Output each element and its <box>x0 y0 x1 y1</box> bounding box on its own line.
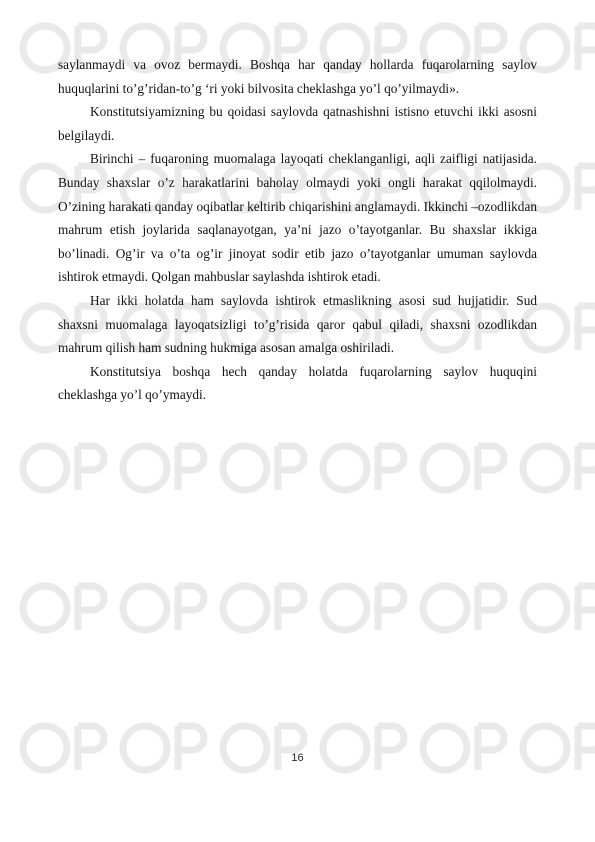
watermark-ring <box>323 586 367 630</box>
page-number: 16 <box>291 752 304 764</box>
body-text <box>58 53 537 407</box>
watermark-letter <box>378 586 404 630</box>
watermark-letter <box>278 446 304 490</box>
watermark-letter <box>578 26 595 70</box>
watermark-ring <box>423 446 467 490</box>
watermark-ring <box>223 586 267 630</box>
watermark-ring <box>23 446 67 490</box>
watermark-ring <box>223 446 267 490</box>
watermark-letter <box>378 446 404 490</box>
watermark-letter <box>178 446 204 490</box>
watermark-letter <box>78 446 104 490</box>
watermark-ring <box>423 586 467 630</box>
watermark-letter <box>78 586 104 630</box>
watermark-ring <box>523 586 567 630</box>
paragraph-5: Konstitutsiya boshqa hech qanday holatda fuqarolarning saylov huquqini cheklashga yo’l qo’ymaydi. <box>58 363 537 403</box>
watermark-letter <box>578 586 595 630</box>
watermark-ring <box>523 446 567 490</box>
watermark-letter <box>578 306 595 350</box>
watermark-letter <box>578 446 595 490</box>
watermark-ring <box>23 586 67 630</box>
watermark-letter <box>278 586 304 630</box>
watermark-letter <box>478 446 504 490</box>
watermark-letter <box>578 166 595 210</box>
paragraph-3: Birinchi – fuqaroning muomalaga layoqati cheklanganligi, aqli zaifligi natijasida. Bunday shaxslar o’z harakatlarini baholay olmaydi yoki ongli harakat qqilolmaydi. O’zining harakati qanday oqibatlar keltirib chiqarishini anglamaydi. Ikkinchi –ozodlikdan mahrum etish joylarida saqlanayotgan, ya’ni jazo o’tayotganlar. Bu shaxslar ikkiga bo’linadi. Og’ir va o’ta og’ir jinoyat sodir etib jazo o’tayotganlar umuman saylovda ishtirok etmaydi. Qolgan mahbuslar saylashda ishtirok etadi. <box>58 151 537 285</box>
watermark-letter <box>478 586 504 630</box>
paragraph-1: saylanmaydi va ovoz bermaydi. Boshqa har qanday hollarda fuqarolarning saylov huquqlarini to’g’ridan-to’g ‘ri yoki bilvosita cheklashga yo’l qo’yilmaydi». <box>58 57 537 96</box>
watermark-ring <box>123 446 167 490</box>
watermark-ring <box>323 446 367 490</box>
watermark-letter <box>178 586 204 630</box>
paragraph-4: Har ikki holatda ham saylovda ishtirok etmaslikning asosi sud hujjatidir. Sud shaxsni muomalaga layoqatsizligi to’g’risida qaror qabul qiladi, shaxsni ozodlikdan mahrum qilish ham sudning hukmiga asosan amalga oshiriladi. <box>58 292 537 356</box>
watermark-ring <box>123 586 167 630</box>
paragraph-2: Konstitutsiyamizning bu qoidasi saylovda qatnashishni istisno etuvchi ikki asosni belgilaydi. <box>58 104 537 143</box>
